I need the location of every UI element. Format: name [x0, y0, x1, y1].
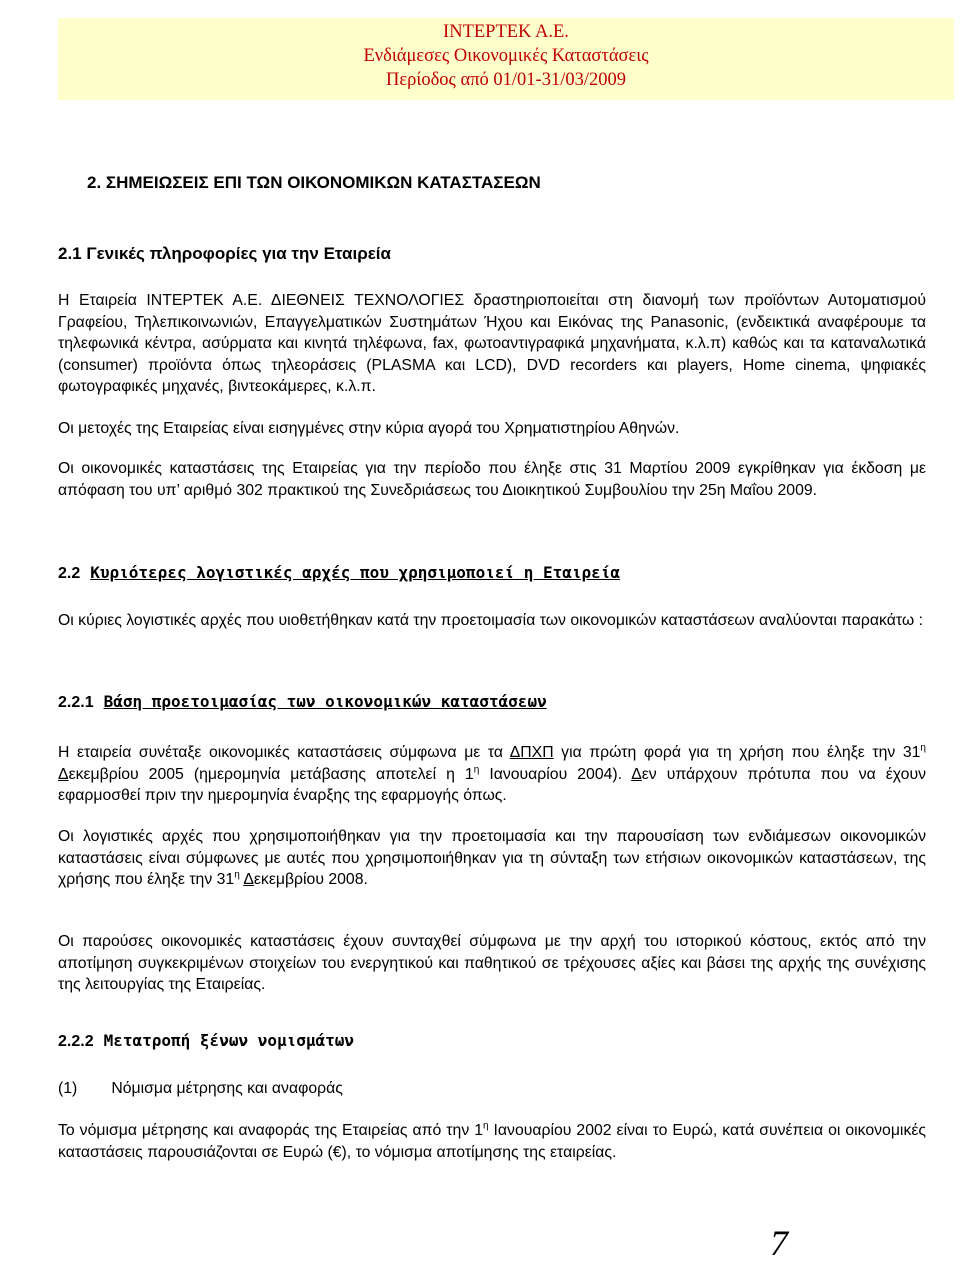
text-run: Ιανουαρίου 2002 είναι το Ευρώ, κατά συνέπεια οι οικονομικές καταστάσεις παρουσιάζονται σε Ευρώ (€), το νόμισμα αποτίμησης της εταιρείας. — [58, 1122, 926, 1161]
section-2-2-2-title: Μετατροπή ξένων νομισμάτων — [103, 1031, 355, 1050]
text-run: εν υπάρχουν πρότυπα που να έχουν εφαρμοσθεί πριν την ημερομηνία έναρξης της εφαρμογής όπως. — [58, 765, 926, 805]
text-run: Δ — [58, 765, 69, 783]
text-run: εκεμβρίου 2008. — [253, 871, 368, 889]
item-title: Νόμισμα μέτρησης και αναφοράς — [111, 1080, 343, 1097]
document-header — [58, 18, 954, 100]
period-label: Περίοδος από 01/01-31/03/2009 — [386, 70, 626, 90]
section-2-2-1-heading — [58, 692, 547, 712]
section-2-2-number: 2.2 — [58, 565, 81, 582]
superscript: η — [473, 764, 480, 776]
superscript: η — [920, 742, 926, 754]
section-2-2-paragraph: Οι κύριες λογιστικές αρχές που υιοθετήθηκαν κατά την προετοιμασία των οικονομικών καταστάσεων αναλύονται παρακάτω : — [58, 612, 924, 629]
text-run: Δ — [243, 871, 254, 889]
company-name: INTEPTEK A.E. — [443, 22, 569, 42]
section-2-1-title: 2.1 Γενικές πληροφορίες για την Εταιρεία — [58, 244, 391, 263]
text-run: Οι λογιστικές αρχές που χρησιμοποιήθηκαν για την προετοιμασία και την παρουσίαση των ενδιάμεσων οικονομικών καταστάσεις είναι σύμφωνες με αυτές που χρησιμοποιήθηκαν για τη σύνταξη των ετήσιων οικονομικών καταστάσεων, της χρήσης που έληξε την 31 — [58, 828, 926, 889]
item-number: (1) — [58, 1080, 78, 1097]
text-run: για πρώτη φορά για τη χρήση που έληξε την 31 — [553, 744, 921, 761]
section-2-2-2-heading — [58, 1031, 354, 1051]
text-run: εκεμβρίου 2005 (ημερομηνία μετάβασης αποτελεί η 1 — [68, 765, 474, 783]
section-2-2-2-number: 2.2.2 — [58, 1033, 94, 1050]
section-2-2-1-title: Βάση προετοιμασίας των οικονομικών καταστάσεων — [103, 692, 547, 711]
text-run: Το νόμισμα μέτρησης και αναφοράς της Εταιρείας από την 1 — [58, 1122, 483, 1139]
section-2-2-1-paragraph-3: Οι παρούσες οικονομικές καταστάσεις έχουν συνταχθεί σύμφωνα με την αρχή του ιστορικού κόστους, εκτός από την αποτίμηση συγκεκριμένων στοιχείων του ενεργητικού και παθητικού σε τρέχουσες αξίες και βάσει της αρχής της συνέχισης της λειτουργίας της Εταιρείας. — [58, 933, 926, 994]
superscript: η — [483, 1120, 489, 1132]
section-2-2-heading — [58, 563, 620, 583]
section-2-1-paragraph-3: Οι οικονομικές καταστάσεις της Εταιρείας για την περίοδο που έληξε στις 31 Μαρτίου 2009 εγκρίθηκαν για έκδοση με απόφαση του υπ’ αριθμό 302 πρακτικού της Συνεδριάσεως του Διοικητικού Συμβουλίου την 25η Μαΐου 2009. — [58, 460, 926, 499]
superscript: η — [234, 869, 240, 881]
section-2-2-1-paragraph-2 — [58, 826, 926, 891]
subsection-item-1 — [58, 1078, 926, 1100]
text-run: Δ — [631, 765, 642, 783]
section-2-1-paragraph-1: Η Εταιρεία ΙΝΤΕΡΤΕΚ Α.Ε. ΔΙΕΘΝΕΙΣ ΤΕΧΝΟΛΟΓΙΕΣ δραστηριοποιείται στη διανομή των προϊόντων Αυτοματισμού Γραφείου, Τηλεπικοινωνιών, Επαγγελματικών Συστημάτων Ήχου και Εικόνας της Panasonic, (ενδεικτικά αναφέρουμε τα τηλεφωνικά κέντρα, ασύρματα και κινητά τηλέφωνα, fax, φωτοαντιγραφικά μηχανήματα, κ.λ.π) καθώς και τα καταναλωτικά (consumer) προϊόντα όπως τηλεοράσεις (PLASMA και LCD), DVD recorders και players, Home cinema, ψηφιακές φωτογραφικές μηχανές, βιντεοκάμερες, κ.λ.π. — [58, 292, 926, 396]
section-2-2-2-paragraph — [58, 1120, 926, 1163]
section-title: 2. ΣΗΜΕΙΩΣΕΙΣ ΕΠΙ ΤΩΝ ΟΙΚΟΝΟΜΙΚΩΝ ΚΑΤΑΣΤΑΣΕΩΝ — [87, 173, 541, 192]
section-2-2-1-paragraph-1 — [58, 742, 926, 807]
section-2-2-1-number: 2.2.1 — [58, 694, 94, 711]
statements-title: Ενδιάμεσες Οικονομικές Καταστάσεις — [363, 46, 649, 66]
section-2-2-title: Κυριότερες λογιστικές αρχές που χρησιμοποιεί η Εταιρεία — [90, 563, 621, 582]
text-run: Η εταιρεία συνέταξε οικονομικές καταστάσεις σύμφωνα με τα — [58, 744, 510, 761]
text-run: Ιανουαρίου 2004). — [479, 765, 632, 783]
section-2-1-paragraph-2: Οι μετοχές της Εταιρείας είναι εισηγμένες στην κύρια αγορά του Χρηματιστηρίου Αθηνών. — [58, 420, 680, 437]
page-number: 7 — [770, 1223, 788, 1263]
text-run: ΔΠΧΠ — [509, 744, 554, 761]
